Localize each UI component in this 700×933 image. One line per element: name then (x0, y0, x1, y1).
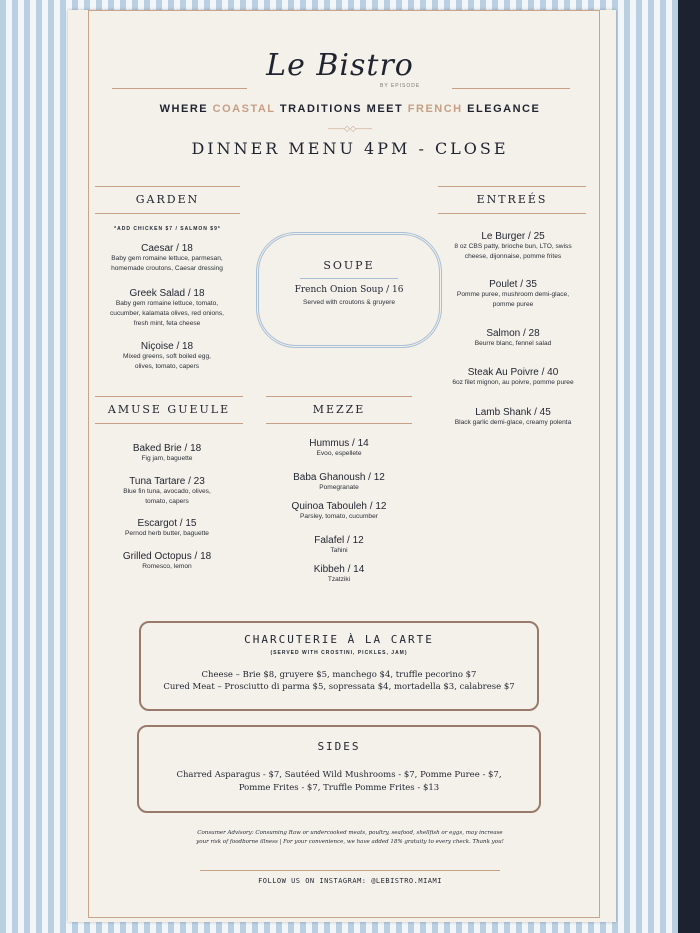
item-desc: Beurre blanc, fennel salad (474, 340, 552, 347)
tagline-text: WHERE (159, 103, 213, 115)
item-desc: olives, tomato, capers (134, 363, 200, 370)
list-item (92, 288, 242, 329)
ornament-icon: ——◇◇—— (327, 124, 373, 133)
item-name: Le Burger / 25 (481, 231, 545, 242)
item-name: Falafel / 12 (314, 535, 364, 546)
list-item (434, 231, 592, 262)
item-desc: Blue fin tuna, avocado, olives, (123, 488, 211, 495)
tagline (150, 103, 550, 115)
item-desc: cucumber, kalamata olives, red onions, (110, 310, 224, 317)
menu-title: DINNER MENU 4PM - CLOSE (191, 139, 509, 158)
divider (200, 870, 500, 871)
list-item (92, 443, 242, 464)
divider (95, 396, 243, 397)
section-title-amuse: AMUSE GUEULE (107, 403, 231, 416)
divider (438, 213, 586, 214)
item-desc: Evoo, espellete (316, 450, 362, 457)
item-name: Baked Brie / 18 (132, 443, 202, 454)
item-desc: Pomme puree, mushroom demi-glace, (456, 291, 570, 298)
divider (266, 423, 412, 424)
logo: Le Bistro (266, 48, 414, 83)
charcuterie-cheese: Cheese – Brie $8, gruyere $5, manchego $4, truffle pecorino $7 (201, 670, 477, 680)
item-desc: Tahini (330, 547, 348, 554)
item-name: Quinoa Tabouleh / 12 (291, 501, 387, 512)
list-item (434, 328, 592, 349)
item-name: Grilled Octopus / 18 (122, 551, 212, 562)
divider (266, 396, 412, 397)
divider (452, 88, 570, 89)
section-title-charcuterie: CHARCUTERIE À LA CARTE (244, 633, 434, 646)
item-desc: Pernod herb butter, baguette (125, 530, 209, 537)
list-item (264, 535, 414, 556)
item-desc: tomato, capers (145, 498, 189, 505)
item-name: Greek Salad / 18 (129, 288, 205, 299)
item-desc: Tzatziki (327, 576, 351, 583)
instagram-handle: FOLLOW US ON INSTAGRAM: @LEBISTRO.MIAMI (258, 877, 442, 885)
item-desc: homemade croutons, Caesar dressing (111, 265, 223, 272)
item-desc: pomme puree (492, 301, 534, 308)
item-name: Tuna Tartare / 23 (129, 476, 205, 487)
list-item (92, 551, 242, 572)
divider (438, 186, 586, 187)
tagline-accent: FRENCH (407, 103, 463, 115)
soupe-desc: Served with croutons & gruyere (303, 299, 395, 306)
divider (95, 213, 240, 214)
item-desc: Romesco, lemon (142, 563, 192, 570)
sides-line: Pomme Frites - $7, Truffle Pomme Frites - $13 (238, 783, 440, 793)
consumer-advisory (170, 829, 530, 847)
item-desc: Black garlic demi-glace, creamy polenta (454, 419, 572, 426)
item-name: Niçoise / 18 (140, 341, 194, 352)
list-item (92, 476, 242, 507)
item-desc: Mixed greens, soft boiled egg, (123, 353, 211, 360)
item-name: Lamb Shank / 45 (475, 407, 551, 418)
tagline-text: ELEGANCE (462, 103, 541, 115)
list-item (434, 407, 592, 428)
list-item (264, 501, 414, 522)
soupe-item: French Onion Soup / 16 (294, 285, 404, 295)
item-desc: fresh mint, feta cheese (133, 320, 201, 327)
item-desc: cheese, dijonnaise, pomme frites (464, 253, 562, 260)
item-name: Baba Ghanoush / 12 (293, 472, 385, 483)
tagline-text: TRADITIONS MEET (275, 103, 408, 115)
item-name: Hummus / 14 (309, 438, 369, 449)
divider (95, 423, 243, 424)
item-name: Caesar / 18 (141, 243, 193, 254)
section-title-mezze: MEZZE (312, 403, 366, 416)
section-title-soupe: SOUPE (323, 259, 375, 272)
list-item (92, 243, 242, 274)
charcuterie-meat: Cured Meat – Prosciutto di parma $5, sopressata $4, mortadella $3, calabrese $7 (163, 682, 515, 692)
item-name: Poulet / 35 (489, 279, 537, 290)
item-desc: Parsley, tomato, cucumber (300, 513, 378, 520)
divider (300, 278, 398, 279)
advisory-line: your risk of foodborne illness | For your convenience, we have added 18% gratuity to every check. Thank you! (196, 839, 504, 845)
item-name: Escargot / 15 (137, 518, 197, 529)
list-item (434, 367, 592, 388)
item-desc: Fig jam, baguette (141, 455, 193, 462)
item-desc: Baby gem romaine lettuce, tomato, (115, 300, 219, 307)
divider (112, 88, 247, 89)
item-name: Steak Au Poivre / 40 (467, 367, 559, 378)
section-title-sides: SIDES (317, 740, 361, 753)
table-edge (678, 0, 700, 933)
advisory-line: Consumer Advisory: Consuming Raw or undercooked meats, poultry, seafood, shellfish or eggs, may increase (197, 830, 503, 836)
section-title-garden: GARDEN (135, 193, 200, 206)
item-desc: 8 oz CBS patty, brioche bun, LTO, swiss (454, 243, 572, 250)
item-desc: 6oz filet mignon, au poivre, pomme puree (452, 379, 574, 386)
divider (95, 186, 240, 187)
section-title-entrees: ENTREÉS (476, 193, 548, 206)
item-desc: Pomegranate (319, 484, 359, 491)
item-name: Kibbeh / 14 (313, 564, 365, 575)
garden-note: *ADD CHICKEN $7 / SALMON $9* (114, 226, 221, 232)
list-item (92, 341, 242, 372)
item-desc: Baby gem romaine lettuce, parmesan, (111, 255, 223, 262)
charcuterie-note: (SERVED WITH CROSTINI, PICKLES, JAM) (270, 650, 408, 656)
list-item (264, 472, 414, 493)
tagline-accent: COASTAL (212, 103, 276, 115)
item-name: Salmon / 28 (486, 328, 540, 339)
list-item (92, 518, 242, 539)
list-item (434, 279, 592, 310)
logo-subtext: BY EPISODE (380, 83, 421, 89)
list-item (264, 438, 414, 459)
list-item (264, 564, 414, 585)
sides-line: Charred Asparagus - $7, Sautéed Wild Mushrooms - $7, Pomme Puree - $7, (176, 770, 502, 780)
